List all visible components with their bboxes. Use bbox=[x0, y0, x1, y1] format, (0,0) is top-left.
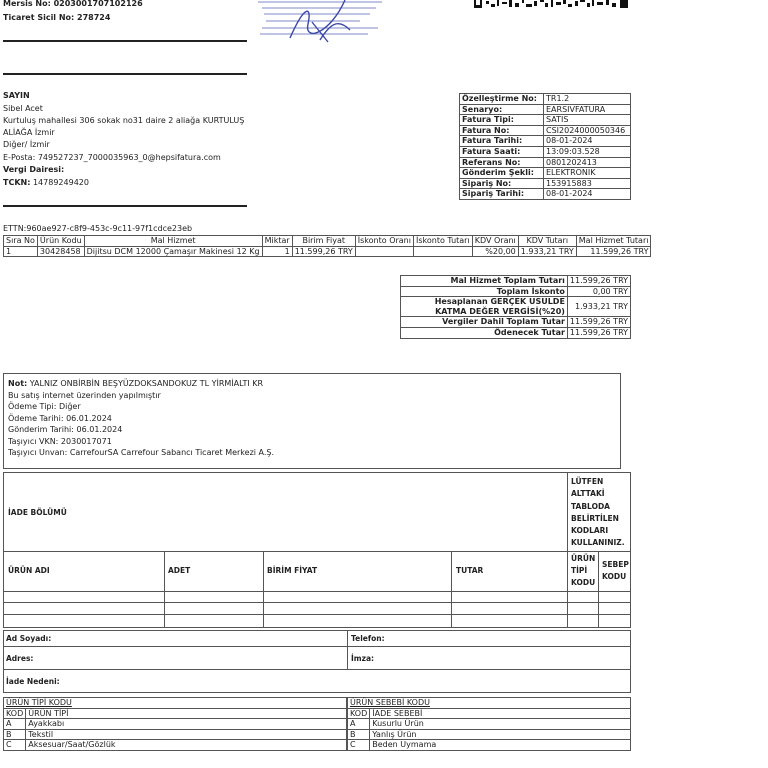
tckn-line bbox=[3, 178, 89, 187]
items-header-cell: KDV Oranı bbox=[472, 236, 518, 247]
notes-first-line bbox=[8, 378, 616, 390]
return-title: İADE BÖLÜMÜ bbox=[8, 508, 67, 517]
qr-code bbox=[472, 0, 632, 10]
items-header-cell: Mal Hizmet bbox=[84, 236, 262, 247]
iade-sebebi-header: İADE SEBEBİ bbox=[370, 708, 631, 719]
items-header-cell: Mal Hizmet Tutarı bbox=[576, 236, 651, 247]
items-header-cell: Sıra No bbox=[4, 236, 38, 247]
info-row bbox=[460, 94, 631, 105]
buyer-email: E-Posta: 749527237_7000035963_0@hepsifatura.com bbox=[3, 153, 221, 162]
table-cell: 30428458 bbox=[37, 246, 84, 257]
product-type-row bbox=[4, 740, 347, 751]
total-value: 11.599,26 TRY bbox=[567, 276, 630, 287]
info-value: 153915883 bbox=[544, 178, 631, 189]
mersis-line bbox=[3, 0, 143, 8]
ettn: ETTN:960ae927-c8f9-453c-9c11-97f1cdce23eb bbox=[3, 224, 193, 233]
mersis-label: Mersis No: bbox=[3, 0, 51, 8]
total-label: Vergiler Dahil Toplam Tutar bbox=[401, 317, 568, 328]
code-label: Aksesuar/Saat/Gözlük bbox=[26, 740, 347, 751]
total-label: Hesaplanan GERÇEK USULDE KATMA DEĞER VERGİSİ(%20) bbox=[401, 297, 568, 317]
product-type-row bbox=[4, 719, 347, 730]
code-letter: C bbox=[348, 740, 370, 751]
product-type-code-table bbox=[3, 697, 347, 751]
col-urun-tipi-kodu-line: KODU bbox=[571, 578, 596, 587]
contact-form bbox=[3, 630, 631, 693]
not-label: Not: bbox=[8, 379, 28, 388]
info-row bbox=[460, 125, 631, 136]
col-sebep-kodu-line: SEBEP bbox=[602, 560, 629, 569]
col-urun-tipi-kodu bbox=[571, 553, 595, 589]
total-label: Toplam İskonto bbox=[401, 286, 568, 297]
items-header-cell: İskonto Tutarı bbox=[413, 236, 472, 247]
code-label: Kusurlu Ürün bbox=[370, 719, 631, 730]
return-section bbox=[3, 472, 631, 628]
items-table bbox=[3, 235, 651, 257]
info-label: Referans No: bbox=[460, 157, 544, 168]
note-line: Bu satış internet üzerinden yapılmıştır bbox=[8, 390, 161, 400]
instruction-line: KODLARI bbox=[571, 526, 609, 536]
info-label: Senaryo: bbox=[460, 104, 544, 115]
items-header-cell: KDV Tutarı bbox=[518, 236, 576, 247]
items-header-cell: İskonto Oranı bbox=[355, 236, 413, 247]
info-label: Fatura Tipi: bbox=[460, 115, 544, 126]
note-line: Taşıyıcı Unvan: CarrefourSA Carrefour Sabancı Ticaret Merkezi A.Ş. bbox=[8, 448, 275, 457]
buyer-title: SAYIN bbox=[3, 91, 30, 100]
return-reason-row bbox=[348, 729, 631, 740]
imza-label: İmza: bbox=[351, 654, 375, 663]
table-cell bbox=[355, 246, 413, 257]
info-label: Sipariş No: bbox=[460, 178, 544, 189]
mersis-value: 0203001707102126 bbox=[53, 0, 143, 8]
info-label: Gönderim Şekli: bbox=[460, 168, 544, 179]
col-adet: ADET bbox=[168, 566, 191, 575]
code-letter: B bbox=[348, 729, 370, 740]
instruction-line: LÜTFEN bbox=[571, 477, 604, 486]
return-instruction bbox=[571, 476, 625, 550]
buyer-address-line1: Kurtuluş mahallesi 306 sokak no31 daire 2 aliağa KURTULUŞ bbox=[3, 116, 245, 125]
table-cell: %20,00 bbox=[472, 246, 518, 257]
divider bbox=[3, 73, 247, 75]
ticaret-value: 278724 bbox=[77, 13, 111, 22]
return-reason-code-table bbox=[347, 697, 631, 751]
return-reason-row bbox=[348, 740, 631, 751]
buyer-name: Sibel Acet bbox=[3, 104, 43, 113]
note-line: Ödeme Tarihi: 06.01.2024 bbox=[8, 413, 112, 423]
product-type-row bbox=[4, 729, 347, 740]
buyer-address-line3: Diğer/ İzmir bbox=[3, 140, 50, 149]
table-cell: 1 bbox=[4, 246, 38, 257]
col-birim-fiyat: BİRİM FİYAT bbox=[267, 566, 318, 575]
iade-nedeni-label: İade Nedeni: bbox=[6, 677, 60, 686]
amount-in-words: YALNIZ ONBİRBİN BEŞYÜZDOKSANDOKUZ TL YİRMİALTI KR bbox=[29, 379, 264, 388]
info-row bbox=[460, 168, 631, 179]
info-row bbox=[460, 146, 631, 157]
info-value: ELEKTRONIK bbox=[544, 168, 631, 179]
info-row bbox=[460, 104, 631, 115]
total-value: 11.599,26 TRY bbox=[567, 327, 630, 338]
info-value: 0801202413 bbox=[544, 157, 631, 168]
info-value: EARSIVFATURA bbox=[544, 104, 631, 115]
total-value: 1.933,21 TRY bbox=[567, 297, 630, 317]
invoice-info-table bbox=[459, 93, 631, 200]
note-line: Taşıyıcı VKN: 2030017071 bbox=[8, 436, 112, 446]
info-row bbox=[460, 136, 631, 147]
info-value: 13:09:03.528 bbox=[544, 146, 631, 157]
divider bbox=[3, 205, 247, 207]
adres-label: Adres: bbox=[6, 654, 34, 663]
urun-sebebi-title: ÜRÜN SEBEBİ KODU bbox=[348, 698, 631, 709]
ticaret-line bbox=[3, 13, 110, 22]
code-letter: A bbox=[4, 719, 26, 730]
total-row bbox=[401, 276, 631, 287]
total-value: 0,00 TRY bbox=[567, 286, 630, 297]
code-label: Beden Uymama bbox=[370, 740, 631, 751]
tax-office-label: Vergi Dairesi: bbox=[3, 165, 65, 174]
urun-tipi-title: ÜRÜN TİPİ KODU bbox=[4, 698, 347, 709]
total-row bbox=[401, 327, 631, 338]
instruction-line: TABLODA bbox=[571, 501, 610, 511]
table-cell: 11.599,26 TRY bbox=[292, 246, 355, 257]
total-value: 11.599,26 TRY bbox=[567, 317, 630, 328]
company-stamp bbox=[250, 0, 390, 46]
total-row bbox=[401, 297, 631, 317]
code-label: Ayakkabı bbox=[26, 719, 347, 730]
notes-box bbox=[3, 373, 621, 469]
info-value: 08-01-2024 bbox=[544, 189, 631, 200]
col-sebep-kodu-line: KODU bbox=[602, 572, 627, 581]
table-row bbox=[4, 246, 651, 257]
info-label: Fatura Tarihi: bbox=[460, 136, 544, 147]
table-cell: 11.599,26 TRY bbox=[576, 246, 651, 257]
col-urun-tipi-kodu-line: ÜRÜN bbox=[571, 554, 596, 563]
info-row bbox=[460, 189, 631, 200]
urun-tipi-header: ÜRÜN TİPİ bbox=[26, 708, 347, 719]
tckn-label: TCKN: bbox=[3, 178, 31, 187]
totals-table bbox=[400, 275, 631, 339]
code-label: Yanlış Ürün bbox=[370, 729, 631, 740]
items-header-cell: Birim Fiyat bbox=[292, 236, 355, 247]
total-row bbox=[401, 317, 631, 328]
buyer-address-line2: ALİAĞA İzmir bbox=[3, 128, 55, 137]
code-letter: A bbox=[348, 719, 370, 730]
col-tutar: TUTAR bbox=[456, 566, 484, 575]
note-line: Ödeme Tipi: Diğer bbox=[8, 402, 81, 411]
kod-header: KOD bbox=[348, 708, 370, 719]
kod-header: KOD bbox=[4, 708, 26, 719]
telefon-label: Telefon: bbox=[351, 634, 385, 643]
info-row bbox=[460, 178, 631, 189]
note-line: Gönderim Tarihi: 06.01.2024 bbox=[8, 425, 123, 434]
table-cell: 1.933,21 TRY bbox=[518, 246, 576, 257]
info-value: 08-01-2024 bbox=[544, 136, 631, 147]
total-row bbox=[401, 286, 631, 297]
items-header-cell: Miktar bbox=[262, 236, 292, 247]
info-row bbox=[460, 115, 631, 126]
instruction-line: BELİRTİLEN bbox=[571, 513, 619, 523]
col-urun-adi: ÜRÜN ADI bbox=[8, 566, 50, 575]
info-label: Özelleştirme No: bbox=[460, 94, 544, 105]
info-label: Fatura Saati: bbox=[460, 146, 544, 157]
return-reason-row bbox=[348, 719, 631, 730]
table-cell bbox=[413, 246, 472, 257]
col-urun-tipi-kodu-line: TİPİ bbox=[571, 566, 588, 575]
info-value: SATIS bbox=[544, 115, 631, 126]
info-label: Sipariş Tarihi: bbox=[460, 189, 544, 200]
code-letter: B bbox=[4, 729, 26, 740]
info-value: TR1.2 bbox=[544, 94, 631, 105]
col-sebep-kodu bbox=[602, 559, 629, 583]
code-label: Tekstil bbox=[26, 729, 347, 740]
ticaret-label: Ticaret Sicil No: bbox=[3, 13, 75, 22]
total-label: Ödenecek Tutar bbox=[401, 327, 568, 338]
table-cell: 1 bbox=[262, 246, 292, 257]
info-label: Fatura No: bbox=[460, 125, 544, 136]
divider bbox=[3, 40, 247, 42]
info-value: CSI2024000050346 bbox=[544, 125, 631, 136]
info-row bbox=[460, 157, 631, 168]
table-cell: Dijitsu DCM 12000 Çamaşır Makinesi 12 Kg bbox=[84, 246, 262, 257]
tckn-value: 14789249420 bbox=[32, 178, 89, 187]
code-letter: C bbox=[4, 740, 26, 751]
total-label: Mal Hizmet Toplam Tutarı bbox=[401, 276, 568, 287]
ad-soyad-label: Ad Soyadı: bbox=[6, 634, 52, 643]
instruction-line: KULLANINIZ. bbox=[571, 538, 625, 548]
items-header-cell: Ürün Kodu bbox=[37, 236, 84, 247]
instruction-line: ALTTAKİ bbox=[571, 489, 605, 499]
